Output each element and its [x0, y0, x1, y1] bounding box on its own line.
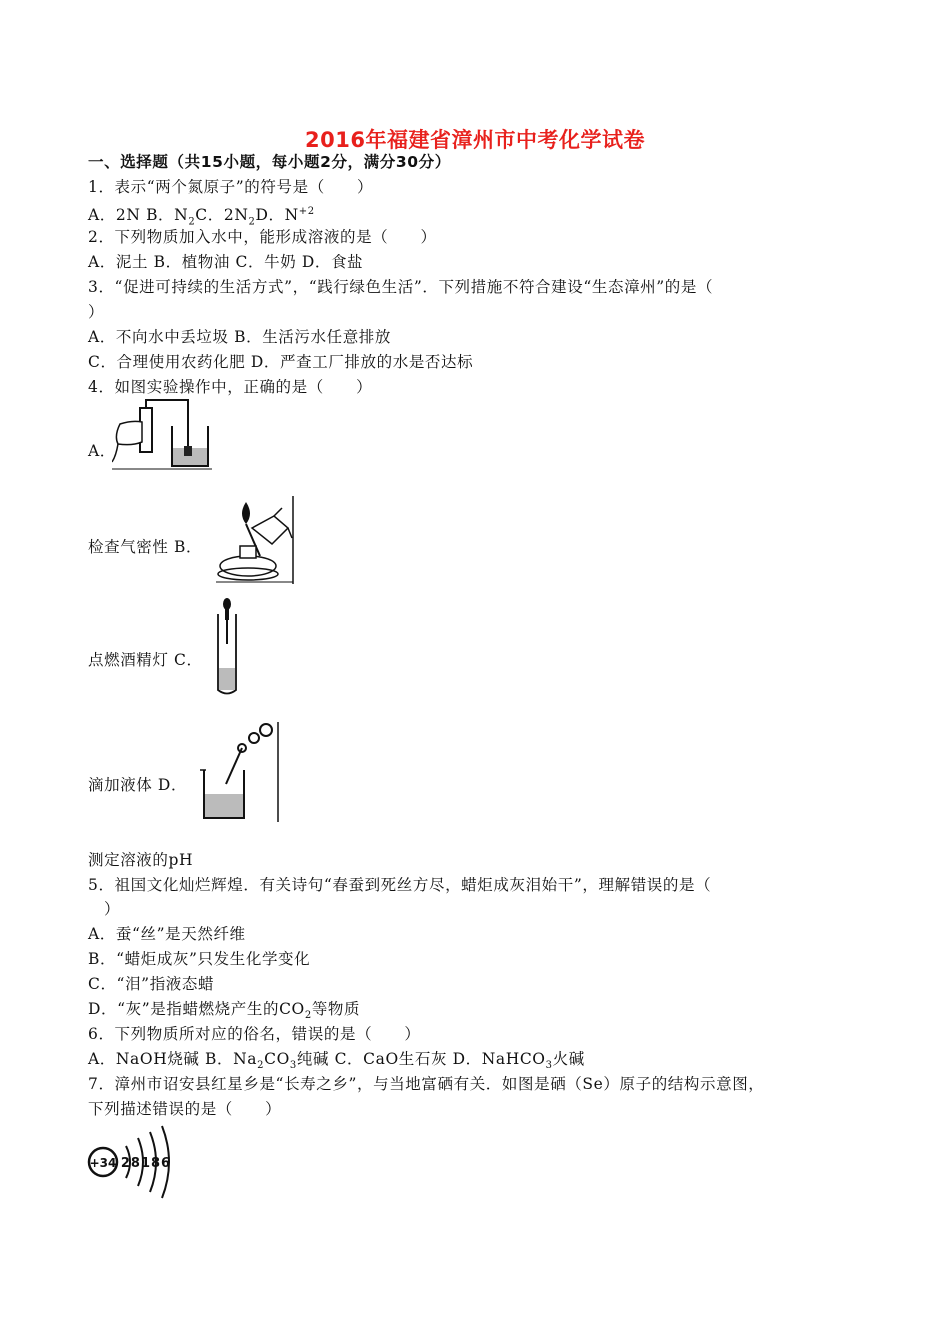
- question-3-stem-end: ）: [88, 303, 105, 321]
- question-3-options-cd: C．合理使用农药化肥 D．严查工厂排放的水是否达标: [88, 353, 474, 371]
- question-7-stem: 7．漳州市诏安县红星乡是“长寿之乡”，与当地富硒有关．如图是硒（Se）原子的结构示意图，: [88, 1075, 765, 1093]
- question-2-options: A．泥土 B．植物油 C．牛奶 D．食盐: [88, 253, 364, 271]
- question-4-label-b: 检查气密性 B．: [88, 538, 203, 556]
- question-4-label-c: 点燃酒精灯 C．: [88, 651, 203, 669]
- question-5-option-d: D．“灰”是指蜡燃烧产生的$CO_2$等物质: [88, 1000, 361, 1022]
- question-5-option-a: A．蚕“丝”是天然纤维: [88, 925, 246, 943]
- question-4-stem: 4．如图实验操作中，正确的是（ ）: [88, 378, 373, 396]
- question-4-label-d: 滴加液体 D．: [88, 776, 188, 794]
- question-3-options-ab: A．不向水中丢垃圾 B．生活污水任意排放: [88, 328, 392, 346]
- selenium-atom-structure-figure: [86, 1124, 186, 1202]
- question-4-label-a: A．: [88, 442, 116, 460]
- question-2-stem: 2．下列物质加入水中，能形成溶液的是（ ）: [88, 228, 437, 246]
- section-heading: 一、选择题（共15小题，每小题2分，满分30分）: [88, 153, 451, 171]
- page-title: 2016年福建省漳州市中考化学试卷: [305, 128, 645, 152]
- question-1-stem: 1．表示“两个氮原子”的符号是（ ）: [88, 178, 374, 196]
- question-5-option-b: B．“蜡炬成灰”只发生化学变化: [88, 950, 311, 968]
- question-5-option-c: C．“泪”指液态蜡: [88, 975, 215, 993]
- question-6-options: A．NaOH烧碱 B．$Na_2CO_3$纯碱 C．CaO生石灰 D．NaHCO$_3$火碱: [88, 1050, 585, 1072]
- nucleus-charge: +34: [89, 1156, 117, 1170]
- shell-electrons: 28186: [120, 1156, 172, 1171]
- question-3-stem: 3．“促进可持续的生活方式”，“践行绿色生活”．下列措施不符合建设“生态漳州”的是（: [88, 278, 714, 296]
- question-5-stem: 5．祖国文化灿烂辉煌．有关诗句“春蚕到死丝方尽，蜡炬成灰泪始干”，理解错误的是（: [88, 876, 712, 894]
- dropping-liquid-figure: [210, 598, 244, 698]
- question-5-stem-end: ）: [104, 900, 121, 918]
- question-7-stem-end: 下列描述错误的是（ ）: [88, 1100, 282, 1118]
- question-6-stem: 6．下列物质所对应的俗名，错误的是（ ）: [88, 1025, 421, 1043]
- question-1-options: A．2N B．$N_2C$．$2N_2D$．$N^{+2}$: [88, 206, 315, 228]
- lamp-lighting-figure: [212, 494, 296, 586]
- airtightness-check-figure: [112, 396, 212, 472]
- question-4-caption-d: 测定溶液的pH: [88, 851, 194, 869]
- ph-measure-figure: [196, 720, 282, 824]
